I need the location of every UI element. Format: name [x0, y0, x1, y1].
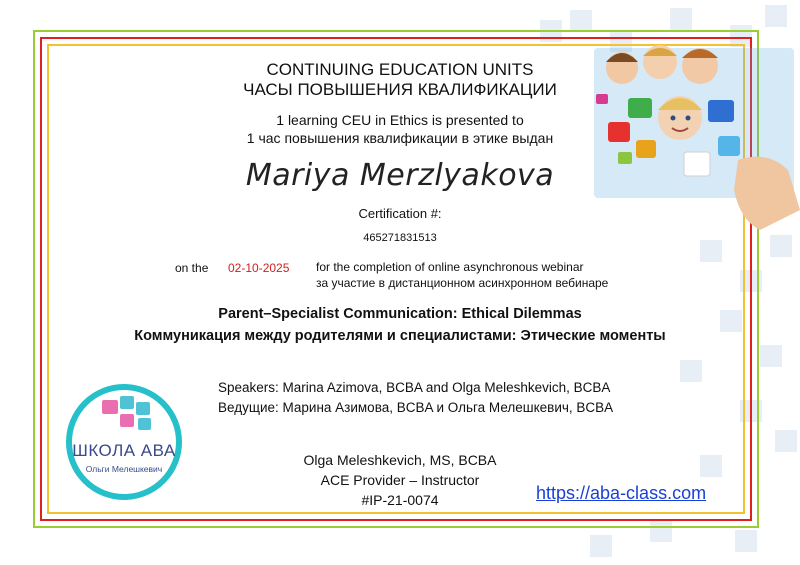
completion-date: 02-10-2025	[228, 261, 290, 275]
recipient-name: Mariya Merzlyakova	[245, 158, 555, 193]
speakers-english: Speakers: Marina Azimova, BCBA and Olga Meleshkevich, BCBA	[218, 380, 611, 395]
presented-to-english: 1 learning CEU in Ethics is presented to	[276, 112, 524, 128]
website-link[interactable]: https://aba-class.com	[536, 483, 707, 503]
signer-role: ACE Provider – Instructor	[320, 472, 480, 488]
course-title-russian: Коммуникация между родителями и специалистами: Этические моменты	[134, 328, 666, 344]
children-puzzle-photo	[588, 40, 800, 230]
completion-text-english: for the completion of online asynchronous webinar	[316, 260, 584, 274]
title-russian: ЧАСЫ ПОВЫШЕНИЯ КВАЛИФИКАЦИИ	[243, 80, 557, 99]
speakers-russian: Ведущие: Марина Азимова, BCBA и Ольга Мелешкевич, BCBA	[218, 400, 614, 415]
logo-subtitle: Ольги Мелешкевич	[85, 464, 163, 474]
provider-id: #IP-21-0074	[361, 492, 439, 508]
course-title-english: Parent–Specialist Communication: Ethical Dilemmas	[218, 306, 582, 322]
presented-to-russian: 1 час повышения квалификации в этике выдан	[246, 130, 554, 146]
completion-text-russian: за участие в дистанционном асинхронном вебинаре	[316, 276, 609, 290]
signer-name: Olga Meleshkevich, MS, BCBA	[303, 452, 497, 468]
on-the-label: on the	[175, 261, 209, 275]
certification-number: 465271831513	[363, 232, 437, 244]
logo-title: ШКОЛА АВА	[72, 441, 176, 460]
title-english: CONTINUING EDUCATION UNITS	[266, 60, 534, 79]
certification-label: Certification #:	[358, 206, 442, 221]
